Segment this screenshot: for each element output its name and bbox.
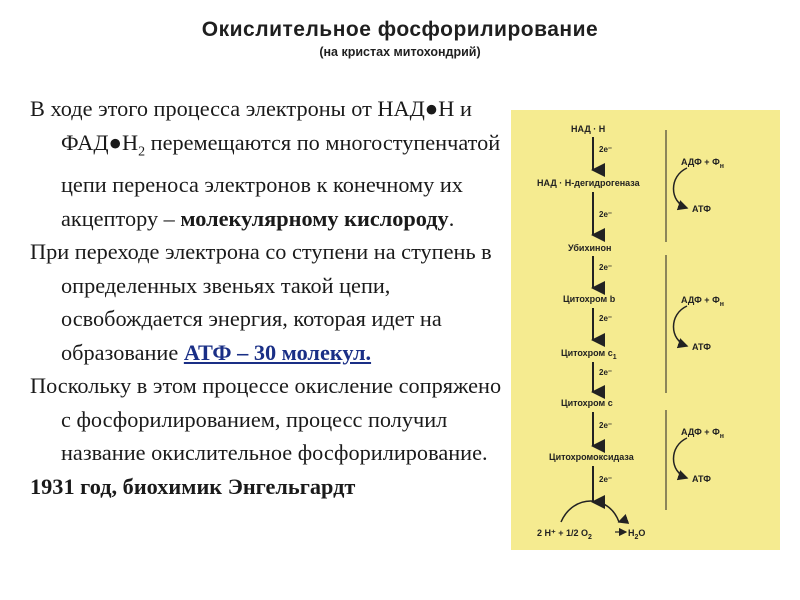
- atp-label-2: АТФ: [692, 342, 711, 352]
- adp-label-2: [681, 295, 724, 308]
- curved-arrow-1: [674, 168, 688, 208]
- page-subtitle: (на кристах митохондрий): [319, 45, 481, 59]
- p1-end: .: [448, 205, 455, 231]
- page-title: Окислительное фосфорилирование: [201, 18, 599, 41]
- e2-label-3: 2e⁻: [599, 263, 613, 272]
- electron-arrows: [593, 137, 612, 502]
- chain-cytochrome-b: Цитохром b: [563, 294, 616, 304]
- p1-text-a: В ходе этого процесса электроны от НАД●Н и ФАД●Н: [30, 96, 472, 155]
- h-text: H: [628, 528, 635, 538]
- adp-text-3: АДФ + Ф: [681, 427, 720, 437]
- chain-ubiquinone: Убихинон: [568, 243, 612, 253]
- chain-cytochrome-oxidase: Цитохромоксидаза: [549, 452, 634, 462]
- adp-sub-3: н: [719, 433, 724, 440]
- chain-nadh: НАД · Н: [571, 124, 606, 134]
- o2-sub: 2: [588, 534, 592, 541]
- p1-subscript: 2: [138, 143, 146, 159]
- final-reactants: [537, 528, 592, 541]
- paragraph-3: Поскольку в этом процессе окисление сопряжено с фосфорилированием, процесс получил название окислительное фосфорилирование.: [30, 373, 502, 466]
- atp-label-1: АТФ: [692, 204, 711, 214]
- adp-sub-1: н: [719, 163, 724, 170]
- adp-label-3: [681, 427, 724, 440]
- final-reaction: [537, 501, 645, 541]
- diagram-svg: [511, 110, 780, 550]
- atp-label-3: АТФ: [692, 474, 711, 484]
- adp-text-1: АДФ + Ф: [681, 157, 720, 167]
- adp-sub-2: н: [719, 301, 724, 308]
- chain-cytochrome-c1: [561, 348, 617, 361]
- p1-bold: молекулярному кислороду: [180, 205, 449, 231]
- electron-transport-diagram: [511, 110, 780, 550]
- e2-label-1: 2e⁻: [599, 145, 613, 154]
- reactants-text: 2 H⁺ + 1/2 O: [537, 528, 589, 538]
- p2-text: При переходе электрона со ступени на ступень в определенных звеньях такой цепи, освобождается энергия, которая идет на образование: [30, 239, 492, 365]
- curved-arrow-3: [674, 438, 688, 478]
- c1-sub: 1: [612, 354, 617, 361]
- phosphorylation-site-3: [674, 427, 724, 484]
- e2-label-5: 2e⁻: [599, 368, 613, 377]
- e2-label-6: 2e⁻: [599, 421, 613, 430]
- adp-label-1: [681, 157, 724, 170]
- o-text: O: [638, 528, 646, 538]
- e2-label-7: 2e⁻: [599, 475, 613, 484]
- atp-link[interactable]: АТФ – 30 молекул.: [183, 339, 372, 365]
- c1-text: Цитохром c: [561, 348, 613, 358]
- oxygen-arrow: [561, 501, 619, 522]
- body-text: [30, 92, 510, 503]
- curved-arrow-2: [674, 306, 688, 346]
- chain-nadh-dehydrogenase: НАД · Н-дегидрогеназа: [537, 178, 640, 188]
- e2-label-4: 2e⁻: [599, 314, 613, 323]
- paragraph-2: [30, 235, 510, 369]
- h2o-sub: 2: [634, 534, 639, 541]
- chain-cytochrome-c: Цитохром c: [561, 398, 613, 408]
- phosphorylation-site-2: [674, 295, 724, 352]
- paragraph-4: 1931 год, биохимик Энгельгардт: [30, 473, 356, 499]
- final-product: [628, 528, 645, 541]
- e2-label-2: 2e⁻: [599, 210, 613, 219]
- p1-text-b: перемещаются по многоступенчатой цепи переноса электронов к конечному их акцептору –: [61, 129, 501, 231]
- adp-text-2: АДФ + Ф: [681, 295, 720, 305]
- phosphorylation-site-1: [674, 157, 724, 214]
- paragraph-1: [30, 92, 510, 235]
